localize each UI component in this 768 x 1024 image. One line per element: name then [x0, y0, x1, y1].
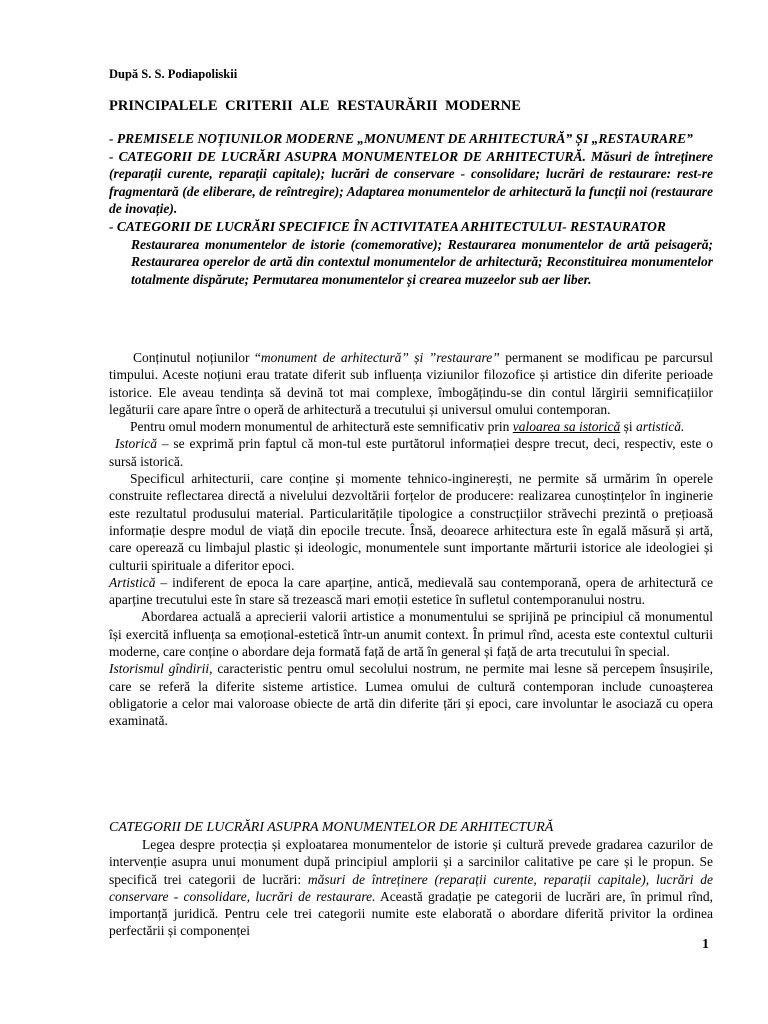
- paragraph: Conținutul noțiunilor “monument de arhitectură” și ”restaurare” permanent se modificau pe parcursul timpului. Aceste noțiuni erau tratate diferit sub influența viziunilor filozofice și artistice din diferite perioade istorice. Ele aveau tendința să devină tot mai complexe, îmbogățindu-se din contul lărgirii semnificațiilor legăturii care apare între o operă de arhitectură a trecutului și universul omului contemporan.: [109, 350, 714, 417]
- page-title: PRINCIPALELE CRITERII ALE RESTAURĂRII MODERNE: [109, 98, 521, 114]
- outline-specific-list: Restaurarea monumentelor de istorie (comemorative); Restaurarea monumentelor de artă peisageră; Restaurarea operelor de artă din contextul monumentelor de arhitectură; Reconstituirea monumentelor totalmente dispărute; Permutarea monumentelor și crearea muzeelor sub aer liber.: [131, 236, 713, 287]
- section-heading: CATEGORII DE LUCRĂRI ASUPRA MONUMENTELOR DE ARHITECTURĂ: [109, 820, 554, 835]
- outline-premise: - PREMISELE NOȚIUNILOR MODERNE „MONUMENT DE ARHITECTURĂ” ȘI „RESTAURARE”: [109, 131, 693, 146]
- paragraph: Artistică – indiferent de epoca la care aparține, antică, medievală sau contemporană, opera de arhitectură ce aparține trecutului este în stare să trezească mari emoții estetice în sufletul contemporanului nostru.: [109, 574, 713, 608]
- paragraph: Istorismul gîndirii, caracteristic pentru omul secolului nostrum, ne permite mai lesne să percepem însușirile, care se referă la diferite sisteme artistice. Lumea omului de cultură contemporan include cunoașterea obligatorie a celor mai valoroase obiecte de artă din diferite țări și epoci, care involuntar le asociază cu opera examinată.: [109, 661, 714, 729]
- paragraph: Istorică – se exprimă prin faptul că mon-tul este purtătorul informației despre trecut, deci, respectiv, este o sursă istorică.: [109, 436, 713, 469]
- outline-categories: - CATEGORII DE LUCRĂRI ASUPRA MONUMENTELOR DE ARHITECTURĂ. Măsuri de întreținere (reparații curente, reparații capitale); lucrări de conservare - consolidare; lucrări de restaurare: rest-re fragmentară (de eliberare, de reîntregire); Adaptarea monumentelor de arhitectură la funcții noi (restaurare de inovație).: [109, 148, 713, 217]
- paragraph: Specificul arhitecturii, care conține și momente tehnico-inginerești, ne permite să urmărim în operele construite reflectarea directă a nivelului dezvoltării forțelor de producere: realizarea cunoștințelor în inginerie este rezultatul produsului material. Particularitățile tipologice a construcțiilor străvechi prezintă o prețioasă informație despre modul de viață din epocile trecute. Însă, deoarece arhitectura este în egală măsură și artă, care operează cu limbajul plastic și ideologic, monumentele sunt importante mărturii istorice ale ideologiei și culturii spirituale a diferitor epoci.: [109, 471, 713, 573]
- section-body: [109, 836, 713, 940]
- body-text: [109, 349, 713, 730]
- outline-block: [109, 130, 713, 288]
- author-line: După S. S. Podiapoliskii: [109, 67, 238, 81]
- paragraph: Abordarea actuală a aprecierii valorii artistice a monumentului se sprijină pe principiul că monumentul își exercită influența sa emoțional-estetică într-un anumit context. În primul rînd, acesta este contextul culturii moderne, care conține o abordare deja formată față de artă în general și față de arta trecutului în special.: [109, 609, 713, 660]
- paragraph: Legea despre protecția și exploatarea monumentelor de istorie și cultură prevede gradarea cazurilor de intervenție asupra unui monument după principiul amplorii și a sarcinilor calitative pe care și le propun. Se specifică trei categorii de lucrări: măsuri de întreținere (reparații curente, reparații capitale), lucrări de conservare - consolidare, lucrări de restaurare. Această gradație pe categorii de lucrări are, în primul rînd, importanță juridică. Pentru cele trei categorii numite este elaborată o abordare diferită privitor la ordinea perfectării și componenței: [109, 837, 713, 939]
- page-number: 1: [702, 937, 709, 952]
- paragraph: Pentru omul modern monumentul de arhitectură este semnificativ prin valoarea sa istorică și artistică.: [130, 419, 685, 435]
- outline-specific-heading: - CATEGORII DE LUCRĂRI SPECIFICE ÎN ACTIVITATEA ARHITECTULUI- RESTAURATOR: [109, 218, 666, 234]
